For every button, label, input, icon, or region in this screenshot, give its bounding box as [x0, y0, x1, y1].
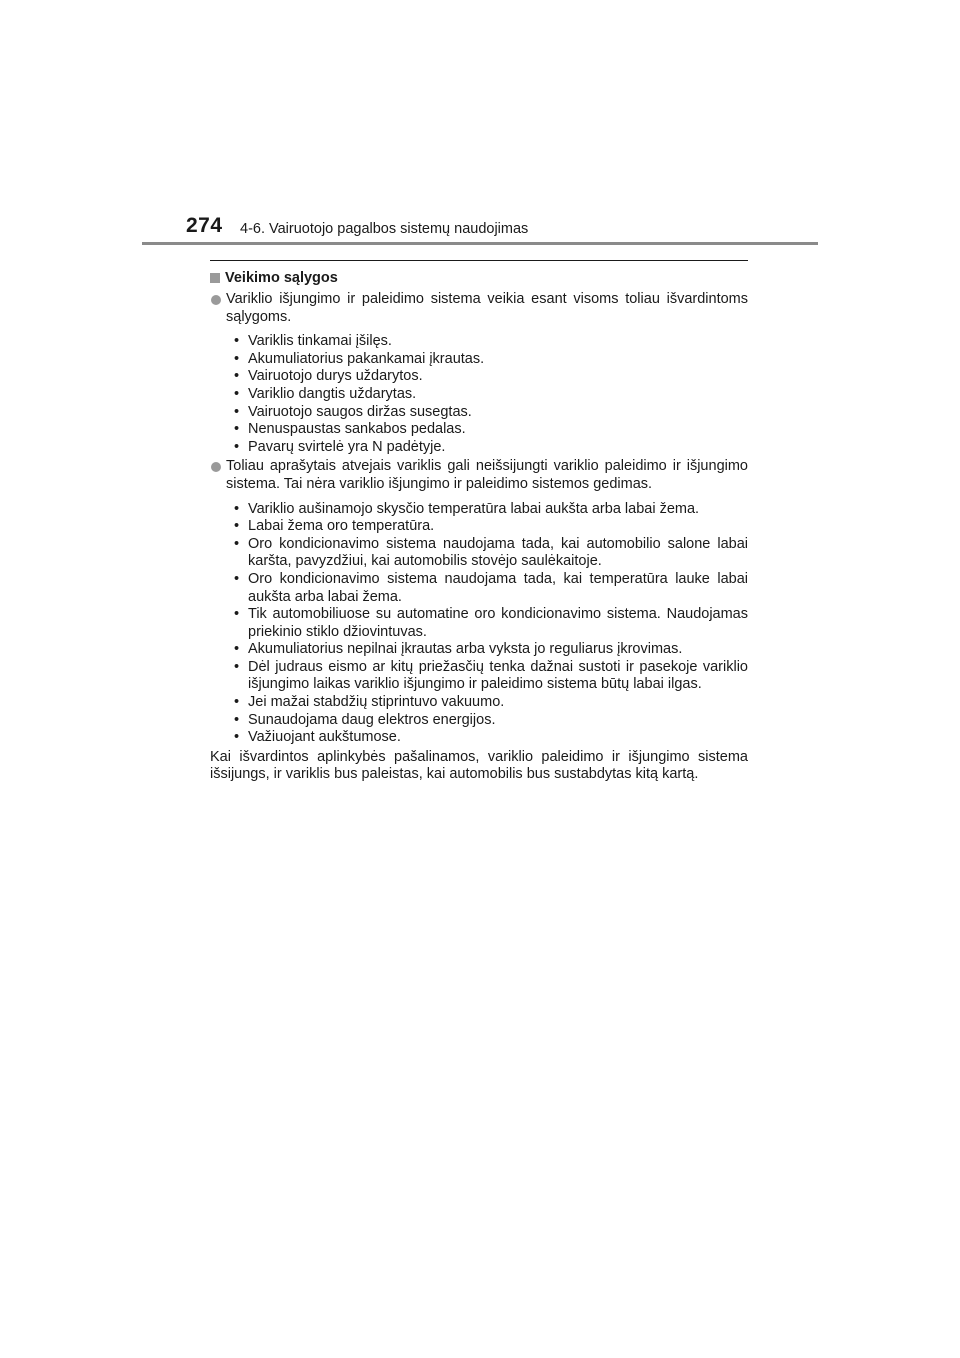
page-number: 274 [186, 214, 223, 237]
chapter-title: 4-6. Vairuotojo pagalbos sistemų naudojimas [240, 221, 529, 237]
list-item: • Akumuliatorius nepilnai įkrautas arba vyksta jo reguliarus įkrovimas. [234, 641, 683, 658]
conditions-list [210, 333, 748, 456]
bullet-exceptions [210, 458, 748, 493]
list-item: • Oro kondicionavimo sistema naudojama tada, kai temperatūra lauke labai aukšta arba labai žema. [234, 570, 748, 605]
main-content [210, 260, 748, 784]
header-rule [142, 242, 818, 245]
content-divider [210, 260, 748, 261]
list-item: • Tik automobiliuose su automatine oro kondicionavimo sistema. Naudojamas priekinio stiklo džiovintuvas. [234, 606, 748, 640]
list-item: • Pavarų svirtelė yra N padėtyje. [234, 438, 446, 455]
list-item: • Vairuotojo durys uždarytos. [234, 368, 423, 385]
exceptions-list [210, 501, 748, 747]
list-item: • Nenuspaustas sankabos pedalas. [234, 421, 466, 438]
list-item: • Variklis tinkamai įšilęs. [234, 333, 392, 350]
closing-paragraph: Kai išvardintos aplinkybės pašalinamos, variklio paleidimo ir išjungimo sistema išsijungs, ir variklis bus paleistas, kai automobilis bus sustabdytas kitą kartą. [210, 748, 748, 783]
list-item: • Labai žema oro temperatūra. [234, 518, 435, 535]
circle-icon [211, 462, 221, 472]
list-item: • Sunaudojama daug elektros energijos. [234, 711, 496, 728]
list-item: • Akumuliatorius pakankamai įkrautas. [234, 350, 485, 367]
bullet-operating-conditions [210, 291, 748, 326]
list-item: • Vairuotojo saugos diržas susegtas. [234, 403, 472, 420]
list-item: • Jei mažai stabdžių stiprintuvo vakuumo. [234, 694, 505, 711]
bullet-text: Toliau aprašytais atvejais variklis gali neišsijungti variklio paleidimo ir išjungimo sistema. Tai nėra variklio išjungimo ir paleidimo sistemos gedimas. [226, 458, 748, 492]
list-item: • Variklio dangtis uždarytas. [234, 385, 417, 402]
square-icon [210, 273, 220, 283]
section-heading [210, 269, 748, 287]
list-item: • Važiuojant aukštumose. [234, 729, 401, 746]
list-item: • Dėl judraus eismo ar kitų priežasčių tenka dažnai sustoti ir pasekoje variklio išjungimo laikas variklio išjungimo ir paleidimo sistema būtų labai ilgas. [234, 658, 748, 693]
list-item: • Variklio aušinamojo skysčio temperatūra labai aukšta arba labai žema. [234, 500, 700, 517]
circle-icon [211, 295, 221, 305]
section-title: Veikimo sąlygos [225, 270, 338, 286]
bullet-text: Variklio išjungimo ir paleidimo sistema veikia esant visoms toliau išvardintoms sąlygoms. [226, 291, 748, 325]
list-item: • Oro kondicionavimo sistema naudojama tada, kai automobilio salone labai karšta, pavyzdžiui, kai automobilis stovėjo saulėkaitoje. [234, 535, 748, 570]
